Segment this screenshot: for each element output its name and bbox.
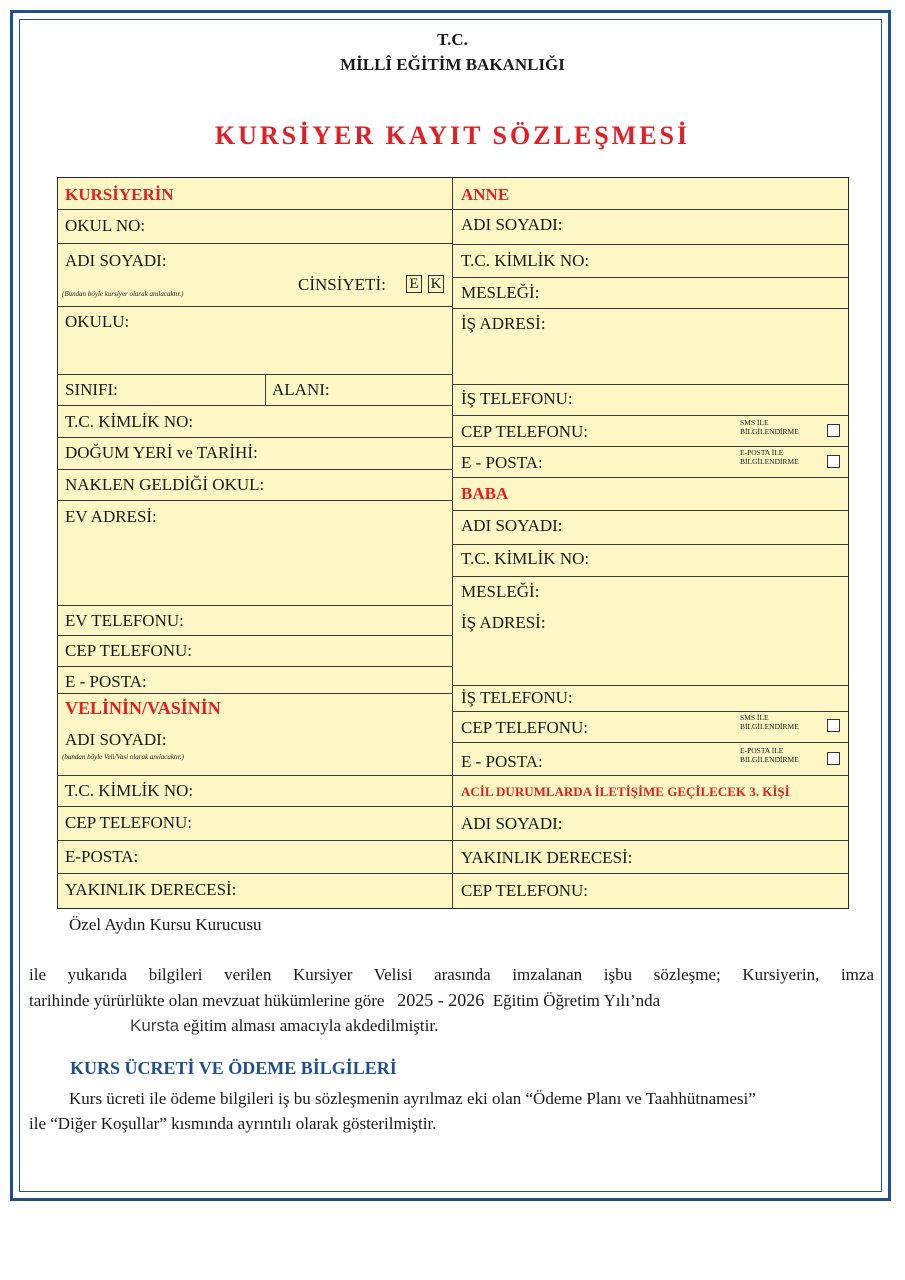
label-baba-is-adresi[interactable]: İŞ ADRESİ: [461,613,546,632]
label-baba-adi[interactable]: ADI SOYADI: [461,516,563,535]
header-tc: T.C. [437,30,468,49]
label-anne-meslek[interactable]: MESLEĞİ: [461,283,540,302]
label-dogum[interactable]: DOĞUM YERİ ve TARİHİ: [65,443,258,462]
label-veli-adi[interactable]: ADI SOYADI: [65,730,167,749]
label-ev-adresi[interactable]: EV ADRESİ: [65,507,157,526]
contract-para-line3: Kursta eğitim alması amacıyla akdedilmiştir. [130,1016,439,1035]
gender-e-box[interactable]: E [406,275,422,293]
baba-eposta-notif-label: E-POSTA İLE BİLGİLENDİRME [740,746,799,764]
section-acil: ACİL DURUMLARDA İLETİŞİME GEÇİLECEK 3. KİŞİ [461,784,790,799]
label-cinsiyeti: CİNSİYETİ: [298,275,386,294]
page-title: KURSİYER KAYIT SÖZLEŞMESİ [214,121,691,150]
label-veli-tc[interactable]: T.C. KİMLİK NO: [65,781,194,800]
label-anne-is-adresi[interactable]: İŞ ADRESİ: [461,314,546,333]
anne-eposta-checkbox[interactable] [827,455,840,468]
note-veli: (bundan böyle Veli/Vasi olarak anılacaktır.) [62,753,184,761]
label-veli-eposta[interactable]: E-POSTA: [65,847,139,866]
contract-para-line1: ile yukarıda bilgileri verilen Kursiyer Velisi arasında imzalanan işbu sözleşme; Kursiyerin, imza [29,965,874,984]
note-kursiyer: (Bundan böyle kursiyer olarak anılacaktır.) [62,290,184,298]
section-anne: ANNE [461,185,510,204]
section-baba: BABA [461,484,509,503]
gender-k-box[interactable]: K [428,275,444,293]
label-veli-yakinlik[interactable]: YAKINLIK DERECESİ: [65,880,237,899]
anne-sms-checkbox[interactable] [827,424,840,437]
baba-sms-checkbox[interactable] [827,719,840,732]
label-baba-is-tel[interactable]: İŞ TELEFONU: [461,688,573,707]
kurucu-text: Özel Aydın Kursu Kurucusu [69,915,262,934]
academic-year: 2025 - 2026 [397,990,485,1010]
section-fee-title: KURS ÜCRETİ VE ÖDEME BİLGİLERİ [70,1058,397,1078]
label-ev-tel[interactable]: EV TELEFONU: [65,611,184,630]
label-eposta[interactable]: E - POSTA: [65,672,147,691]
label-anne-tc[interactable]: T.C. KİMLİK NO: [461,251,590,270]
anne-eposta-notif-label: E-POSTA İLE BİLGİLENDİRME [740,448,799,466]
label-baba-meslek[interactable]: MESLEĞİ: [461,582,540,601]
fee-para-line1: Kurs ücreti ile ödeme bilgileri iş bu sözleşmenin ayrılmaz eki olan “Ödeme Planı ve Taahhütnamesi” [69,1089,756,1108]
label-baba-tc[interactable]: T.C. KİMLİK NO: [461,549,590,568]
baba-eposta-checkbox[interactable] [827,752,840,765]
label-nakil[interactable]: NAKLEN GELDİĞİ OKUL: [65,475,265,494]
header-ministry: MİLLÎ EĞİTİM BAKANLIĞI [340,55,565,74]
registration-table [57,177,849,909]
label-adi-soyadi[interactable]: ADI SOYADI: [65,251,167,270]
label-baba-cep[interactable]: CEP TELEFONU: [461,718,589,737]
anne-sms-label: SMS İLE BİLGİLENDİRME [740,418,799,436]
label-alani[interactable]: ALANI: [272,380,330,399]
label-anne-eposta[interactable]: E - POSTA: [461,453,543,472]
label-sinifi[interactable]: SINIFI: [65,380,118,399]
label-acil-yakinlik[interactable]: YAKINLIK DERECESİ: [461,848,633,867]
column-divider [452,178,453,908]
section-veli: VELİNİN/VASİNİN [65,698,221,718]
label-okulu[interactable]: OKULU: [65,312,130,331]
contract-para-line2: tarihinde yürürlükte olan mevzuat hükümlerine göre 2025 - 2026 Eğitim Öğretim Yılı’nda [29,990,661,1010]
label-anne-adi[interactable]: ADI SOYADI: [461,215,563,234]
label-baba-eposta[interactable]: E - POSTA: [461,752,543,771]
label-cep-tel[interactable]: CEP TELEFONU: [65,641,193,660]
label-veli-cep[interactable]: CEP TELEFONU: [65,813,193,832]
baba-sms-label: SMS İLE BİLGİLENDİRME [740,713,799,731]
label-tc-kimlik[interactable]: T.C. KİMLİK NO: [65,412,194,431]
label-acil-adi[interactable]: ADI SOYADI: [461,814,563,833]
label-anne-is-tel[interactable]: İŞ TELEFONU: [461,389,573,408]
section-kursiyerin: KURSİYERİN [65,185,174,204]
kursta-word: Kursta [130,1016,180,1035]
label-anne-cep[interactable]: CEP TELEFONU: [461,422,589,441]
label-acil-cep[interactable]: CEP TELEFONU: [461,881,589,900]
label-okul-no[interactable]: OKUL NO: [65,216,146,235]
fee-para-line2: ile “Diğer Koşullar” kısmında ayrıntılı olarak gösterilmiştir. [29,1114,437,1133]
